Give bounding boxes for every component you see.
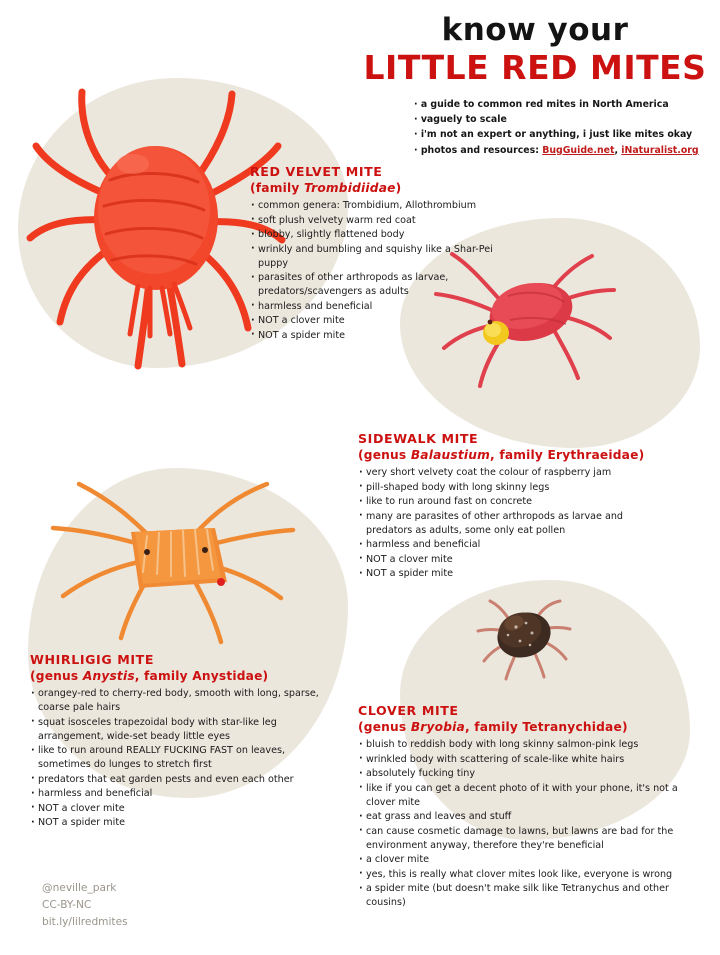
fact-item: · NOT a spider mite <box>30 816 320 830</box>
species-classification-sidewalk-mite <box>358 448 658 462</box>
species-block-sidewalk-mite <box>358 430 658 582</box>
species-name-red-velvet-mite: RED VELVET MITE <box>250 164 383 179</box>
classification-suffix: , family Tetranychidae) <box>464 720 628 734</box>
species-facts-red-velvet-mite <box>250 199 500 343</box>
classification-italic: Bryobia <box>410 720 465 734</box>
fact-item: · NOT a spider mite <box>358 567 658 581</box>
credit-block <box>42 880 128 931</box>
intro-notes <box>414 97 714 158</box>
bugguide-link[interactable]: BugGuide.net <box>542 144 615 156</box>
fact-item: · a clover mite <box>358 853 688 867</box>
fact-item: · blobby, slightly flattened body <box>250 228 500 242</box>
intro-note-0: · a guide to common red mites in North America <box>414 99 669 110</box>
species-name-clover-mite: CLOVER MITE <box>358 703 459 718</box>
whirligig-mite-illustration <box>35 470 305 654</box>
classification-suffix: , family Erythraeidae) <box>490 448 645 462</box>
species-name-sidewalk-mite: SIDEWALK MITE <box>358 431 479 446</box>
fact-item: · orangey-red to cherry-red body, smooth with long, sparse, coarse pale hairs <box>30 687 320 715</box>
species-classification-whirligig-mite <box>30 669 320 683</box>
resources-prefix: · photos and resources: <box>414 144 543 156</box>
fact-item: · bluish to reddish body with long skinny salmon-pink legs <box>358 738 688 752</box>
fact-item: · like to run around REALLY FUCKING FAST on leaves, sometimes do lunges to stretch first <box>30 744 320 772</box>
fact-item: · absolutely fucking tiny <box>358 767 688 781</box>
credit-handle: @neville_park <box>42 882 117 894</box>
classification-prefix: (genus <box>30 669 83 683</box>
fact-item: · wrinkly and bumbling and squishy like a Shar-Pei puppy <box>250 243 500 271</box>
fact-item: · wrinkled body with scattering of scale-like white hairs <box>358 753 688 767</box>
poster-header <box>360 14 710 86</box>
fact-item: · common genera: Trombidium, Allothrombium <box>250 199 500 213</box>
fact-item: · NOT a clover mite <box>30 802 320 816</box>
fact-item: · NOT a spider mite <box>250 329 500 343</box>
intro-note-2: · i'm not an expert or anything, i just like mites okay <box>414 129 693 141</box>
fact-item: · a spider mite (but doesn't make silk like Tetranychus and other cousins) <box>358 882 688 910</box>
credit-license: CC-BY-NC <box>42 899 92 912</box>
fact-item: · can cause cosmetic damage to lawns, but lawns are bad for the environment anyway, therefore they're beneficial <box>358 825 688 853</box>
fact-item: · harmless and beneficial <box>358 538 658 552</box>
fact-item: · NOT a clover mite <box>250 314 500 328</box>
resources-separator: , <box>614 144 622 156</box>
clover-mite-illustration <box>470 595 580 689</box>
classification-italic: Anystis <box>82 669 135 683</box>
fact-item: · yes, this is really what clover mites look like, everyone is wrong <box>358 868 688 882</box>
fact-item: · predators that eat garden pests and even each other <box>30 773 320 787</box>
species-facts-whirligig-mite <box>30 687 320 830</box>
classification-italic: Trombidiidae <box>303 181 396 195</box>
fact-item: · many are parasites of other arthropods as larvae and predators as adults, some only eat pollen <box>358 510 658 538</box>
fact-item: · harmless and beneficial <box>30 787 320 801</box>
fact-item: · like to run around fast on concrete <box>358 495 658 509</box>
classification-prefix: (genus <box>358 448 411 462</box>
species-name-whirligig-mite: WHIRLIGIG MITE <box>30 652 155 667</box>
species-block-red-velvet-mite <box>250 163 500 343</box>
fact-item: · harmless and beneficial <box>250 300 500 314</box>
species-classification-clover-mite <box>358 720 688 734</box>
species-classification-red-velvet-mite <box>250 181 500 195</box>
species-block-whirligig-mite <box>30 651 320 831</box>
classification-prefix: (family <box>250 181 304 195</box>
fact-item: · NOT a clover mite <box>358 553 658 567</box>
credit-shortlink[interactable]: bit.ly/lilredmites <box>42 916 128 929</box>
resources-note <box>414 143 714 158</box>
fact-item: · pill-shaped body with long skinny legs <box>358 481 658 495</box>
header-line-know-your: know your <box>441 12 629 48</box>
intro-note-1: · vaguely to scale <box>414 114 507 126</box>
species-facts-clover-mite <box>358 738 688 910</box>
classification-suffix: , family Anystidae) <box>134 669 269 683</box>
fact-item: · soft plush velvety warm red coat <box>250 214 500 228</box>
fact-item: · like if you can get a decent photo of it with your phone, it's not a clover mite <box>358 782 688 810</box>
species-block-clover-mite <box>358 702 688 911</box>
fact-item: · eat grass and leaves and stuff <box>358 810 688 824</box>
classification-suffix: ) <box>395 181 402 195</box>
species-facts-sidewalk-mite <box>358 466 658 581</box>
fact-item: · parasites of other arthropods as larvae, predators/scavengers as adults <box>250 271 500 299</box>
classification-italic: Balaustium <box>410 448 491 462</box>
fact-item: · very short velvety coat the colour of raspberry jam <box>358 466 658 480</box>
classification-prefix: (genus <box>358 720 411 734</box>
inaturalist-link[interactable]: iNaturalist.org <box>621 144 699 156</box>
fact-item: · squat isosceles trapezoidal body with star-like leg arrangement, wide-set beady little eyes <box>30 716 320 744</box>
page-title: LITTLE RED MITES <box>363 47 707 87</box>
